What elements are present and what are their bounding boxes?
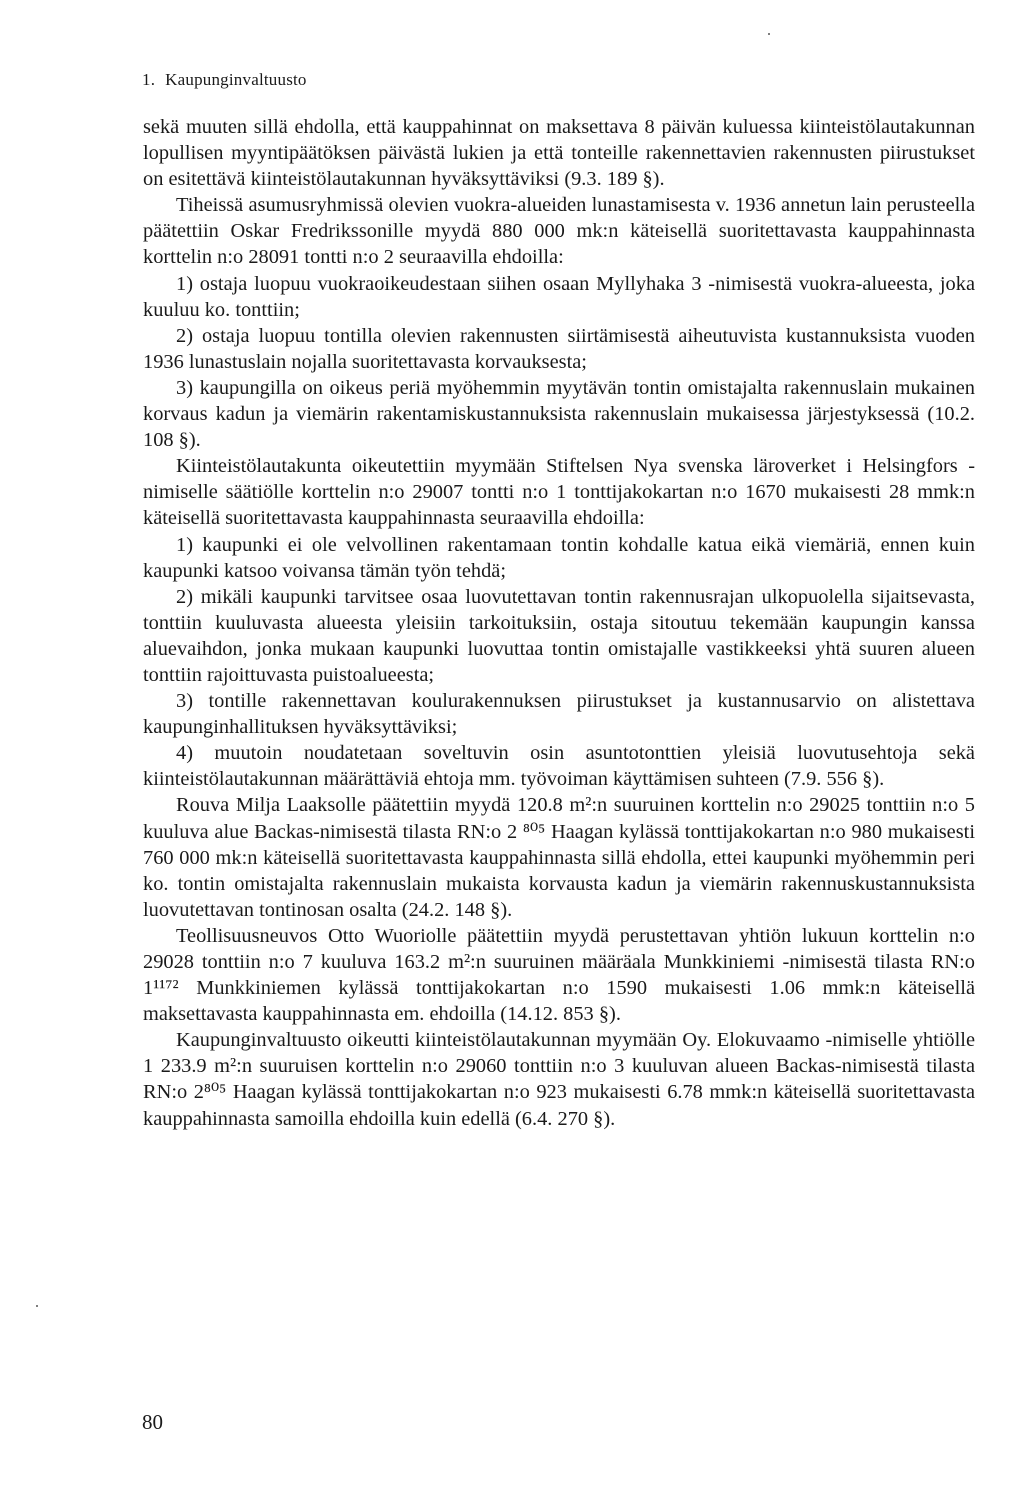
paragraph-elokuvaamo-sale: Kaupunginvaltuusto oikeutti kiinteistölautakunnan myymään Oy. Elokuvaamo -nimiselle yhtiölle 1 233.9 m²:n suuruisen korttelin n:o 29060 tonttiin n:o 3 kuuluvan alueen Backas-nimisestä tilasta RN:o 2⁸⁰⁵ Haagan kylässä tonttijakokartan n:o 923 mukaisesti 6.78 mmk:n käteisellä suoritettavasta kauppahinnasta samoilla ehdoilla kuin edellä (6.4. 270 §). [143,1029,975,1130]
condition-item: 2) ostaja luopuu tontilla olevien rakennusten siirtämisestä aiheutuvista kustannuksista vuoden 1936 lunastuslain nojalla suoritettavasta korvauksesta; [143,324,975,373]
condition-item: 3) tontille rakennettavan koulurakennuksen piirustukset ja kustannusarvio on alistettava kaupunginhallituksen hyväksyttäviksi; [143,690,975,739]
paragraph-continuation: sekä muuten sillä ehdolla, että kauppahinnat on maksettava 8 päivän kuluessa kiinteistölautakunnan lopullisen myyntipäätöksen päivästä lukien ja että tonteille rakennettavien rakennusten piirustukset on esitettävä kiinteistölautakunnan hyväksyttäviksi (9.3. 189 §). [143,116,975,191]
chapter-number: 1. [142,70,156,89]
paragraph-fredriksson-sale: Tiheissä asumusryhmissä olevien vuokra-alueiden lunastamisesta v. 1936 annetun lain perusteella päätettiin Oskar Fredrikssonille myydä 880 000 mk:n käteisellä suoritettavasta kauppahinnasta korttelin n:o 28091 tontti n:o 2 seuraavilla ehdoilla: [143,194,975,269]
scan-speck [768,33,770,35]
chapter-title: Kaupunginvaltuusto [165,70,307,89]
condition-item: 1) ostaja luopuu vuokraoikeudestaan siihen osaan Myllyhaka 3 -nimisestä vuokra-alueesta, joka kuuluu ko. tonttiin; [143,272,975,321]
body-text [143,114,975,1132]
condition-item: 4) muutoin noudatetaan soveltuvin osin asuntotonttien yleisiä luovutusehtoja sekä kiinteistölautakunnan määrättäviä ehtoja mm. työvoiman käyttämisen suhteen (7.9. 556 §). [143,742,975,791]
paragraph-wuorio-sale: Teollisuusneuvos Otto Wuoriolle päätettiin myydä perustettavan yhtiön lukuun korttelin n:o 29028 tonttiin n:o 7 kuuluva 163.2 m²:n suuruinen määräala Munkkiniemi -nimisestä tilasta RN:o 1¹¹⁷² Munkkiniemen kylässä tonttijakokartan n:o 1590 mukaisesti 1.06 mmk:n käteisellä maksettavasta kauppahinnasta em. ehdoilla (14.12. 853 §). [143,924,975,1026]
condition-item: 1) kaupunki ei ole velvollinen rakentamaan tontin kohdalle katua eikä viemäriä, ennen kuin kaupunki katsoo voivansa tämän työn tehdä; [143,533,975,582]
paragraph-stiftelsen-sale: Kiinteistölautakunta oikeutettiin myymään Stiftelsen Nya svenska läroverket i Helsingfors -nimiselle säätiölle korttelin n:o 29007 tontti n:o 1 tonttijakokartan n:o 1670 mukaisesti 28 mmk:n käteisellä suoritettavasta kauppahinnasta seuraavilla ehdoilla: [143,455,975,530]
paragraph-laakso-sale: Rouva Milja Laaksolle päätettiin myydä 120.8 m²:n suuruinen korttelin n:o 29025 tonttiin n:o 5 kuuluva alue Backas-nimisestä tilasta RN:o 2 ⁸⁰⁵ Haagan kylässä tonttijakokartan n:o 980 mukaisesti 760 000 mk:n käteisellä suoritettavasta kauppahinnasta sillä ehdolla, ettei kaupunki myöhemmin peri ko. tontin omistajalta rakennuslain mukaista korvausta kadun ja viemärin rakennuskustannuksista luovutettavan tontinosan osalta (24.2. 148 §). [143,794,975,921]
scan-speck [36,1305,38,1307]
running-header [142,70,307,90]
condition-item: 2) mikäli kaupunki tarvitsee osaa luovutettavan tontin rakennusrajan ulkopuolella sijaitsevasta, tonttiin kuuluvasta alueesta yleisiin tarkoituksiin, ostaja sitoutuu tekemään kaupungin kanssa aluevaihdon, jonka mukaan kaupunki luovuttaa tontin omistajalle vastikkeeksi yhtä suuren alueen tonttiin rajoittuvasta puistoalueesta; [143,585,975,686]
condition-item: 3) kaupungilla on oikeus periä myöhemmin myytävän tontin omistajalta rakennuslain mukainen korvaus kadun ja viemärin rakentamiskustannuksista rakennuslain mukaisessa järjestyksessä (10.2. 108 §). [143,376,975,452]
page-number: 80 [142,1410,163,1434]
